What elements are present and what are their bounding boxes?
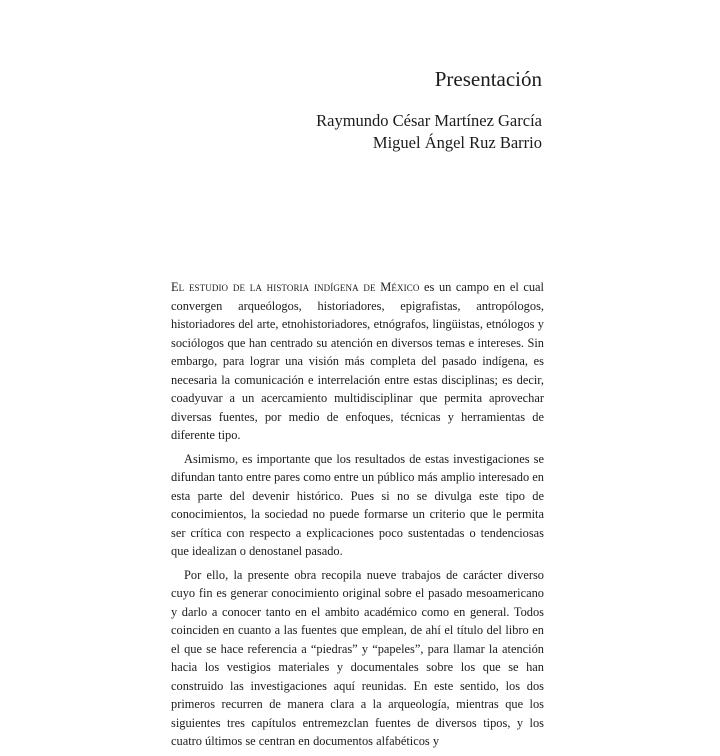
chapter-title: Presentación bbox=[434, 67, 542, 91]
chapter-header bbox=[316, 66, 542, 154]
paragraph-1 bbox=[171, 278, 544, 445]
body-text bbox=[171, 278, 544, 756]
paragraph-3: Por ello, la presente obra recopila nueve trabajos de carácter diverso cuyo fin es generar conocimiento original sobre el pasado mesoamericano y darlo a conocer tanto en el ambito académico como en general. Todos coinciden en cuanto a las fuentes que emplean, de ahí el título del libro en el que se hace referencia a “piedras” y “papeles”, para llamar la atención hacia los vestigios materiales y documentales sobre los que se han construido las investigaciones aquí reunidas. En este sentido, los dos primeros recurren de manera clara a la arqueología, mientras que los siguientes tres capítulos entremezclan fuentes de diversos tipos, y los cuatro últimos se centran en documentos alfabéticos y bbox=[171, 567, 544, 748]
author-1: Raymundo César Martínez García bbox=[316, 111, 542, 130]
author-2: Miguel Ángel Ruz Barrio bbox=[372, 133, 542, 152]
paragraph-1-lead: El estudio de la historia indígena de México bbox=[171, 280, 420, 294]
paragraph-2: Asimismo, es importante que los resultados de estas investigaciones se difundan tanto entre pares como entre un público más amplio interesado en esta parte del devenir histórico. Pues si no se divulga este tipo de conocimientos, la sociedad no puede formarse un criterio que le permita ser crítica con respecto a explicaciones poco sustentadas o tendenciosas que idealizan o denostanel pasado. bbox=[171, 451, 544, 558]
paragraph-1-text: es un campo en el cual convergen arqueólogos, historiadores, epigrafistas, antropólogos, historiadores del arte, etnohistoriadores, etnógrafos, lingüistas, etnólogos y sociólogos que han centrado su atención en diversos temas e intereses. Sin embargo, para lograr una visión más completa del pasado indígena, es necesaria la comunicación e interrelación entre estas disciplinas; es decir, coadyuvar a un acercamiento multidisciplinar que permita aprovechar diversas fuentes, por medio de enfoques, técnicas y herramientas de diferente tipo. bbox=[171, 280, 544, 442]
